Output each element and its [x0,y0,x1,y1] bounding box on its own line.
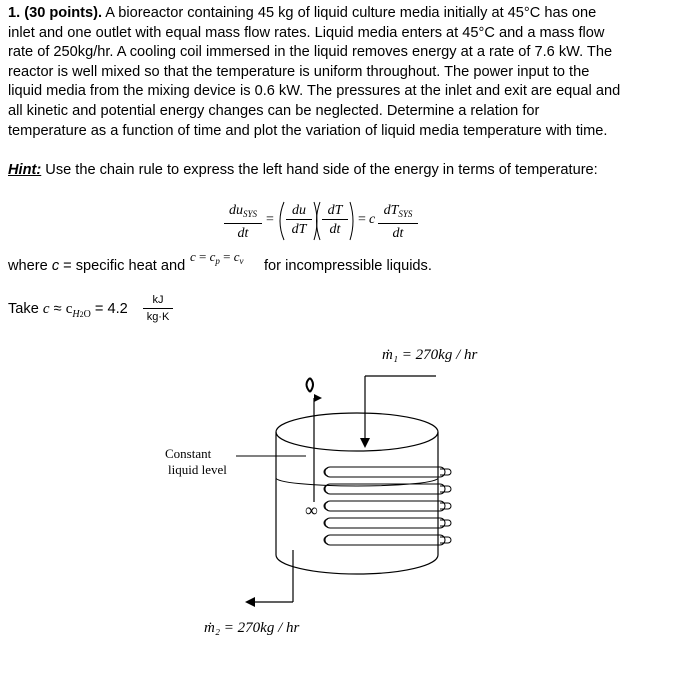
du-dT-fraction: $\frac{du}{dT}$ [286,203,312,238]
constant-level-label-2: liquid level [168,462,227,477]
equals-sign-2: = [358,212,366,227]
take-unit-fraction: $\frac{kJ}{kg\cdot K}$ [143,294,173,324]
outlet-flow-label: ṁ₂ = 270kg / hr [204,620,300,636]
where-line-left: where c = specific heat and [8,258,186,274]
where-line-right: for incompressible liquids. [264,258,432,274]
problem-line-7: temperature as a function of time and plot the variation of liquid media temperature with time. [8,122,608,139]
problem-line-1: A bioreactor containing 45 kg of liquid culture media initially at 45°C has one [102,5,597,21]
inlet-flow-label: ṁ₁ = 270kg / hr [382,347,478,363]
hint [8,161,598,180]
problem-number: 1. (30 points). [8,5,103,21]
equals-sign-1: = [266,212,274,227]
c-symbol: c [369,212,376,227]
constant-level-label-1: Constant [165,446,212,461]
cooling-coil [324,467,451,545]
bioreactor-diagram [0,340,673,678]
liquid-surface [276,478,438,486]
hint-text: Use the chain rule to express the left hand side of the energy in terms of temperature: [41,162,598,178]
tank-bottom [276,555,438,574]
hint-label: Hint: [8,162,42,178]
dT-dt-fraction: $\frac{dT}{dt}$ [322,203,348,238]
inlet-arrow-icon [360,438,370,448]
du-sys-dt-fraction: $du_{SYS}$ dt [224,203,262,242]
tank-top [276,413,438,451]
outlet-arrow-icon [245,597,255,607]
take-line: Take $c \approx c_{H2O} = 4.2$ [8,301,128,320]
problem-line-2: inlet and one outlet with equal mass flow rates. Liquid media enters at 45°C and a mass flow [8,24,605,41]
problem-line-4: reactor is well mixed so that the temperature is uniform throughout. The power input to the [8,63,590,80]
rotation-arrowhead-icon [314,394,322,402]
problem-line-3: rate of 250kg/hr. A cooling coil immersed in the liquid removes energy at a rate of 7.6 kW. The [8,44,613,61]
mixer-impeller-icon: ∞ [305,500,318,520]
dT-sys-dt-fraction: $dT_{SYS}$ dt [378,203,418,242]
problem-line-5: liquid media from the mixing device is 0.6 kW. The pressures at the inlet and exit are equal and [8,83,621,100]
problem-statement [8,4,668,141]
specific-heat-relation: $c = c_p = c_v$ [190,249,244,266]
rotation-arrow-icon [307,378,314,392]
problem-line-6: all kinetic and potential energy changes can be neglected. Determine a relation for [8,102,540,119]
